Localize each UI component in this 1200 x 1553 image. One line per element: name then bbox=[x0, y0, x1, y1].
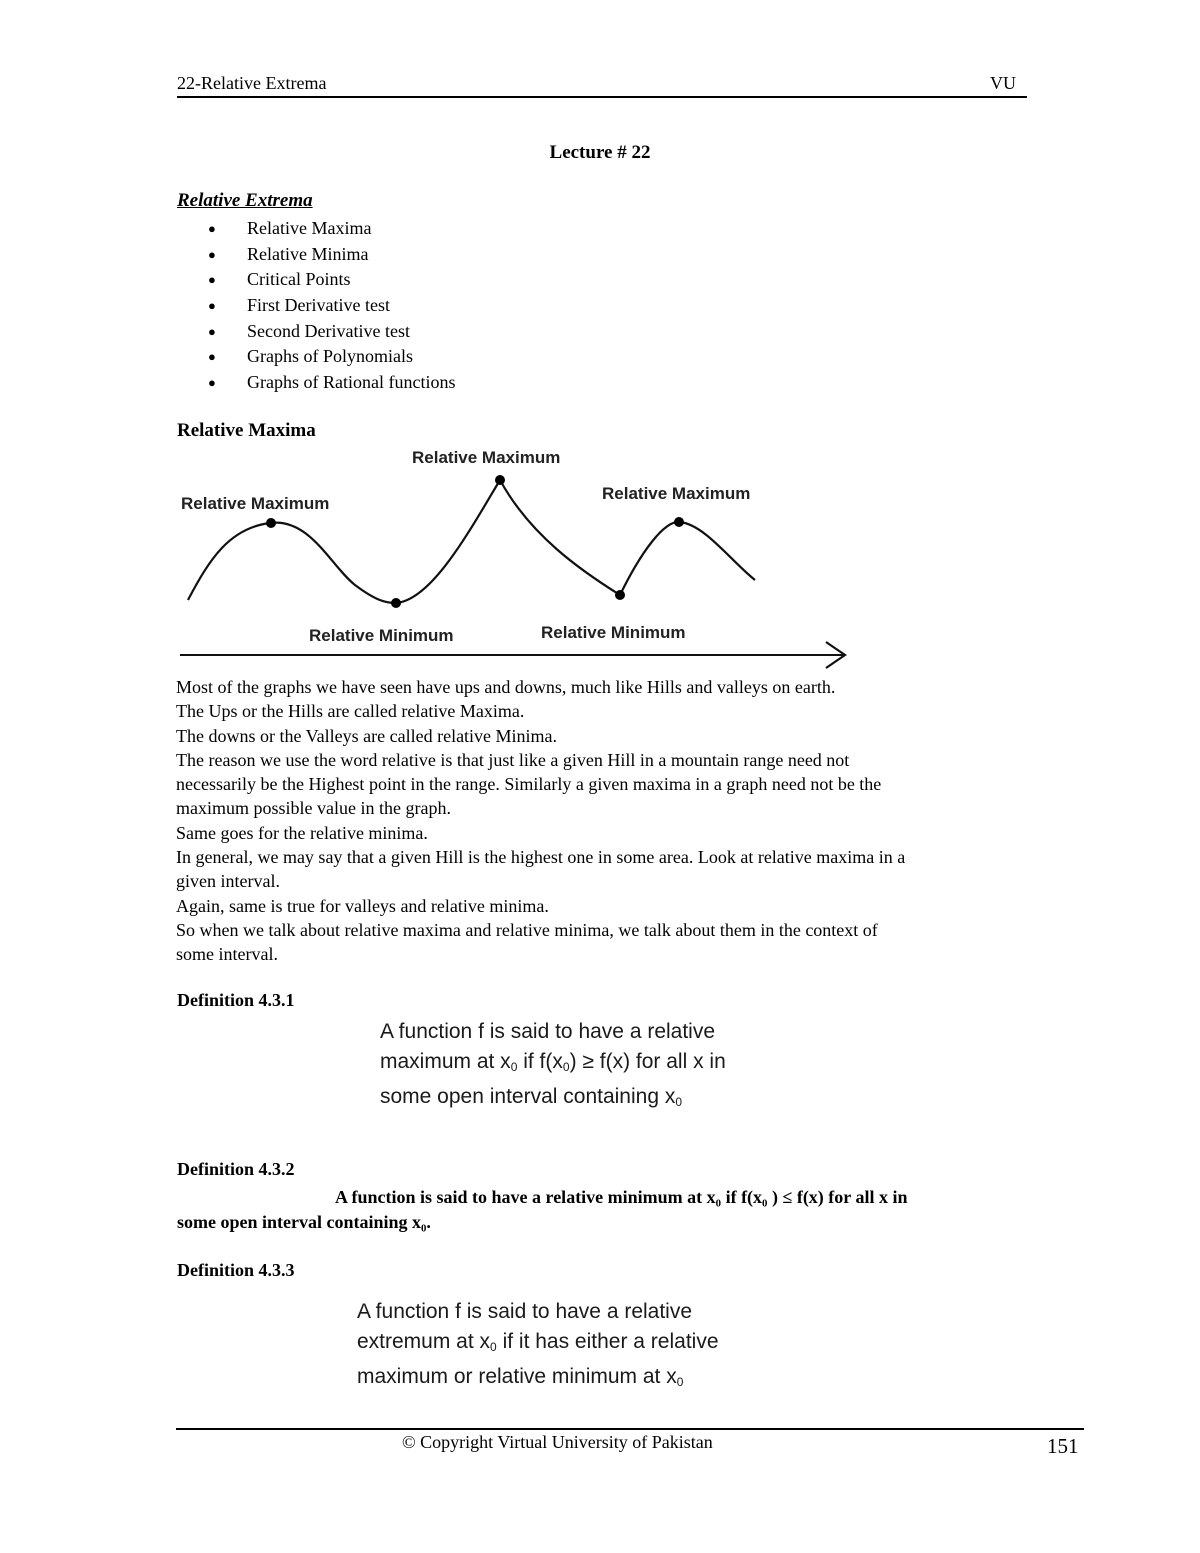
label-max-center: Relative Maximum bbox=[412, 448, 561, 467]
subscript: 0 bbox=[676, 1375, 684, 1389]
topic-label: Relative Maxima bbox=[247, 218, 372, 238]
definition-text: maximum or relative minimum at x bbox=[357, 1365, 677, 1388]
definition-heading: Definition 4.3.2 bbox=[177, 1159, 295, 1179]
explanation-paragraph bbox=[176, 675, 1026, 967]
definition-text: if it has either a relative bbox=[496, 1330, 719, 1353]
footer-divider bbox=[176, 1428, 1084, 1430]
topic-label: Graphs of Polynomials bbox=[247, 346, 413, 367]
point-max-center bbox=[495, 475, 505, 485]
definition-body bbox=[380, 1017, 726, 1117]
list-item bbox=[208, 319, 455, 345]
subscript: 0 bbox=[675, 1095, 683, 1109]
bullet-icon: ● bbox=[208, 246, 216, 262]
point-max-right bbox=[674, 517, 684, 527]
section-title: Relative Extrema bbox=[177, 190, 313, 211]
paragraph-line: maximum possible value in the graph. bbox=[176, 798, 451, 819]
paragraph-line: given interval. bbox=[176, 871, 280, 892]
topic-label: Graphs of Rational functions bbox=[247, 372, 456, 393]
definition-text: extremum at x bbox=[357, 1330, 491, 1353]
paragraph-line: Same goes for the relative minima. bbox=[176, 822, 428, 843]
bullet-icon: ● bbox=[208, 375, 216, 391]
definition-text: ) ≥ f(x) for all x in bbox=[569, 1050, 726, 1073]
bullet-icon: ● bbox=[208, 298, 216, 314]
definition-text: if f(x bbox=[517, 1050, 563, 1073]
list-item bbox=[208, 267, 455, 293]
definition-line: A function is said to have a relative minimum at x₀ if f(x₀ ) ≤ f(x) for all x in bbox=[335, 1187, 908, 1207]
paragraph-line: necessarily be the Highest point in the range. Similarly a given maxima in a graph need not be the bbox=[176, 774, 882, 795]
point-max-left bbox=[266, 518, 276, 528]
paragraph-line: The reason we use the word relative is that just like a given Hill in a mountain range need not bbox=[176, 749, 850, 770]
footer-copyright: © Copyright Virtual University of Pakistan bbox=[402, 1432, 713, 1452]
definition-heading: Definition 4.3.3 bbox=[177, 1260, 295, 1280]
paragraph-line: The Ups or the Hills are called relative Maxima. bbox=[176, 701, 525, 722]
lecture-title: Lecture # 22 bbox=[549, 142, 651, 163]
bullet-icon: ● bbox=[208, 272, 216, 288]
bullet-icon: ● bbox=[208, 349, 216, 365]
definition-line bbox=[380, 1082, 726, 1117]
list-item bbox=[208, 370, 455, 396]
bullet-icon: ● bbox=[208, 323, 216, 339]
paragraph-line: some interval. bbox=[176, 944, 278, 965]
definition-line: some open interval containing x₀. bbox=[177, 1212, 431, 1232]
paragraph-line: The downs or the Valleys are called relative Minima. bbox=[176, 725, 558, 746]
paragraph-line: Again, same is true for valleys and relative minima. bbox=[176, 895, 549, 916]
topic-label: First Derivative test bbox=[247, 295, 390, 316]
header-chapter-title: 22-Relative Extrema bbox=[177, 73, 327, 93]
definition-text: some open interval containing x bbox=[380, 1085, 676, 1108]
definition-line: A function f is said to have a relative bbox=[357, 1300, 693, 1323]
subsection-heading: Relative Maxima bbox=[177, 420, 316, 441]
topic-label: Relative Minima bbox=[247, 243, 369, 264]
label-min-left: Relative Minimum bbox=[309, 626, 454, 645]
definition-line: A function f is said to have a relative bbox=[380, 1020, 716, 1043]
header-divider bbox=[177, 96, 1027, 98]
header-institution: VU bbox=[990, 73, 1016, 93]
list-item bbox=[208, 344, 455, 370]
subscript: 0 bbox=[562, 1060, 570, 1074]
page-number: 151 bbox=[1047, 1434, 1079, 1458]
list-item bbox=[208, 216, 455, 242]
paragraph-line: In general, we may say that a given Hill is the highest one in some area. Look at relative maxima in a bbox=[176, 847, 906, 868]
topic-label: Critical Points bbox=[247, 269, 351, 290]
topic-list bbox=[208, 216, 455, 396]
list-item bbox=[208, 293, 455, 319]
subscript: 0 bbox=[510, 1060, 518, 1074]
label-min-right: Relative Minimum bbox=[541, 623, 686, 642]
topic-label: Second Derivative test bbox=[247, 320, 410, 341]
definition-line bbox=[380, 1047, 726, 1082]
definition-line bbox=[357, 1327, 719, 1362]
point-min-right bbox=[615, 590, 625, 600]
definition-line bbox=[357, 1362, 719, 1397]
list-item bbox=[208, 242, 455, 268]
definition-heading: Definition 4.3.1 bbox=[177, 990, 295, 1010]
point-min-left bbox=[391, 598, 401, 608]
paragraph-line: Most of the graphs we have seen have ups and downs, much like Hills and valleys on earth. bbox=[176, 677, 836, 697]
paragraph-line: So when we talk about relative maxima and relative minima, we talk about them in the context of bbox=[176, 919, 878, 940]
bullet-icon: ● bbox=[208, 221, 216, 236]
definition-body bbox=[357, 1297, 719, 1397]
definition-text: maximum at x bbox=[380, 1050, 511, 1073]
label-max-right: Relative Maximum bbox=[602, 484, 751, 503]
subscript: 0 bbox=[490, 1340, 497, 1354]
relative-extrema-graph bbox=[170, 440, 860, 675]
label-max-left: Relative Maximum bbox=[181, 494, 330, 513]
